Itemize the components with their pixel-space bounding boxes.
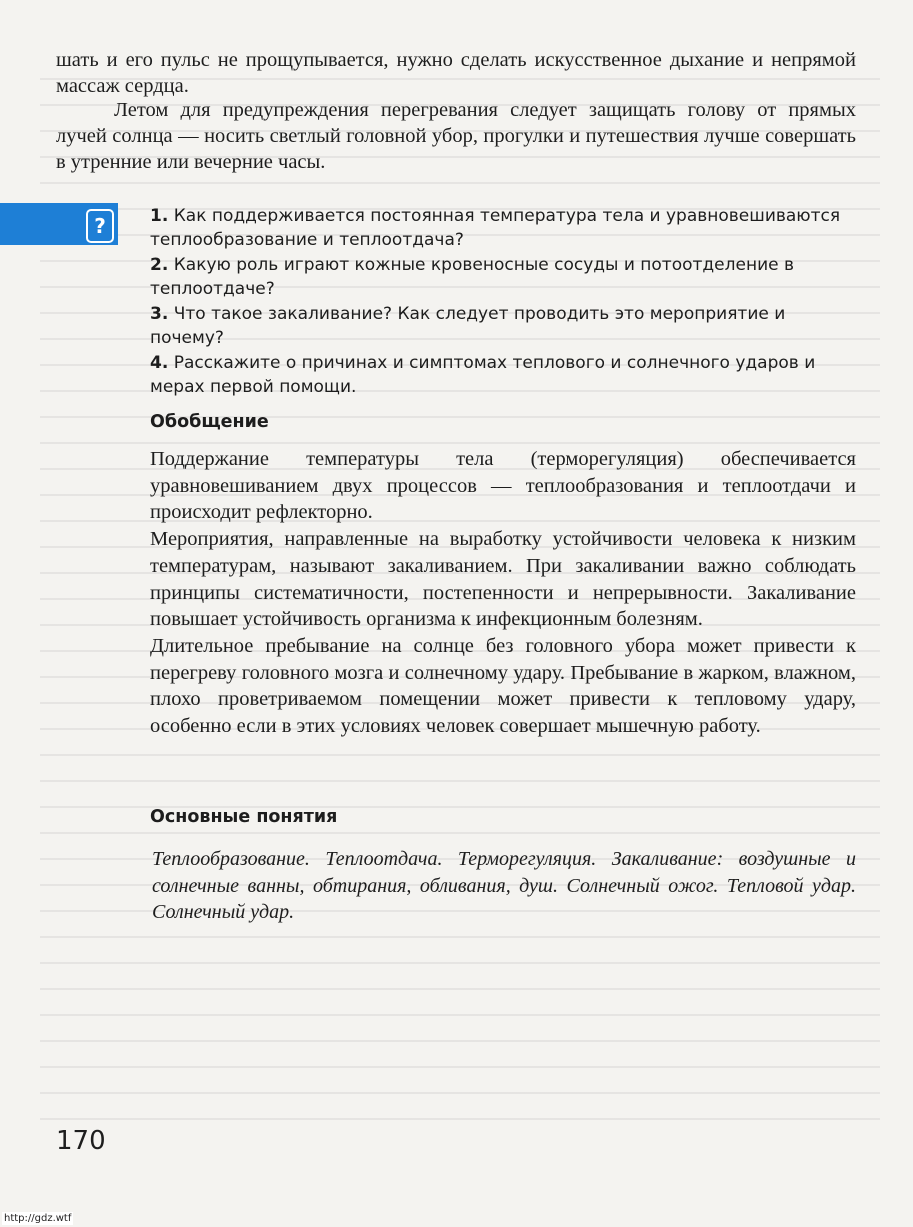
summary-paragraph: Поддержание температуры тела (терморегуляция) обеспечивается уравновешиванием двух процессов — теплообразования и теплоотдачи и происходит рефлекторно. bbox=[150, 448, 856, 524]
concepts-list: Теплообразование. Теплоотдача. Терморегуляция. Закаливание: воздушные и солнечные ванны, обтирания, обливания, душ. Солнечный ожог. Тепловой удар. Солнечный удар. bbox=[152, 848, 856, 923]
question-mark-icon: ? bbox=[86, 209, 114, 243]
questions-list bbox=[150, 204, 856, 400]
question-text: Что такое закаливание? Как следует проводить это мероприятие и почему? bbox=[150, 304, 786, 348]
question-text: Как поддерживается постоянная температура тела и уравновешиваются теплообразование и теплоотдача? bbox=[150, 206, 841, 250]
question-item bbox=[150, 253, 856, 301]
question-number: 2. bbox=[150, 255, 169, 275]
question-item bbox=[150, 204, 856, 252]
summary-paragraph: Мероприятия, направленные на выработку устойчивости человека к низким температурам, называют закаливанием. При закаливании важно соблюдать принципы систематичности, постепенности и непрерывности. Закаливание повышает устойчивость организма к инфекционным болезням. bbox=[150, 528, 856, 631]
question-number: 3. bbox=[150, 304, 169, 324]
question-item bbox=[150, 351, 856, 399]
summary-paragraph: Длительное пребывание на солнце без головного убора может привести к перегреву головного мозга и солнечному удару. Пребывание в жарком, влажном, плохо проветриваемом помещении может привести к тепловому удару, особенно если в этих условиях человек совершает мышечную работу. bbox=[150, 634, 856, 738]
page-number: 170 bbox=[56, 1126, 106, 1156]
paragraph-summer-overheating: Летом для предупреждения перегревания следует защищать голову от прямых лучей солнца — носить светлый головной убор, прогулки и путешествия лучше совершать в утренние или вечерние часы. bbox=[56, 99, 856, 173]
summary-heading: Обобщение bbox=[150, 412, 269, 432]
question-text: Какую роль играют кожные кровеносные сосуды и потоотделение в теплоотдаче? bbox=[150, 255, 794, 299]
concepts-heading: Основные понятия bbox=[150, 807, 338, 827]
question-item bbox=[150, 302, 856, 350]
question-number: 4. bbox=[150, 353, 169, 373]
paragraph-first-aid: шать и его пульс не прощупывается, нужно сделать искусственное дыхание и непрямой массаж сердца. bbox=[56, 49, 856, 97]
question-number: 1. bbox=[150, 206, 169, 226]
watermark-link[interactable]: http://gdz.wtf bbox=[4, 1213, 72, 1224]
question-text: Расскажите о причинах и симптомах теплового и солнечного ударов и мерах первой помощи. bbox=[150, 353, 816, 397]
summary-block bbox=[150, 446, 856, 740]
